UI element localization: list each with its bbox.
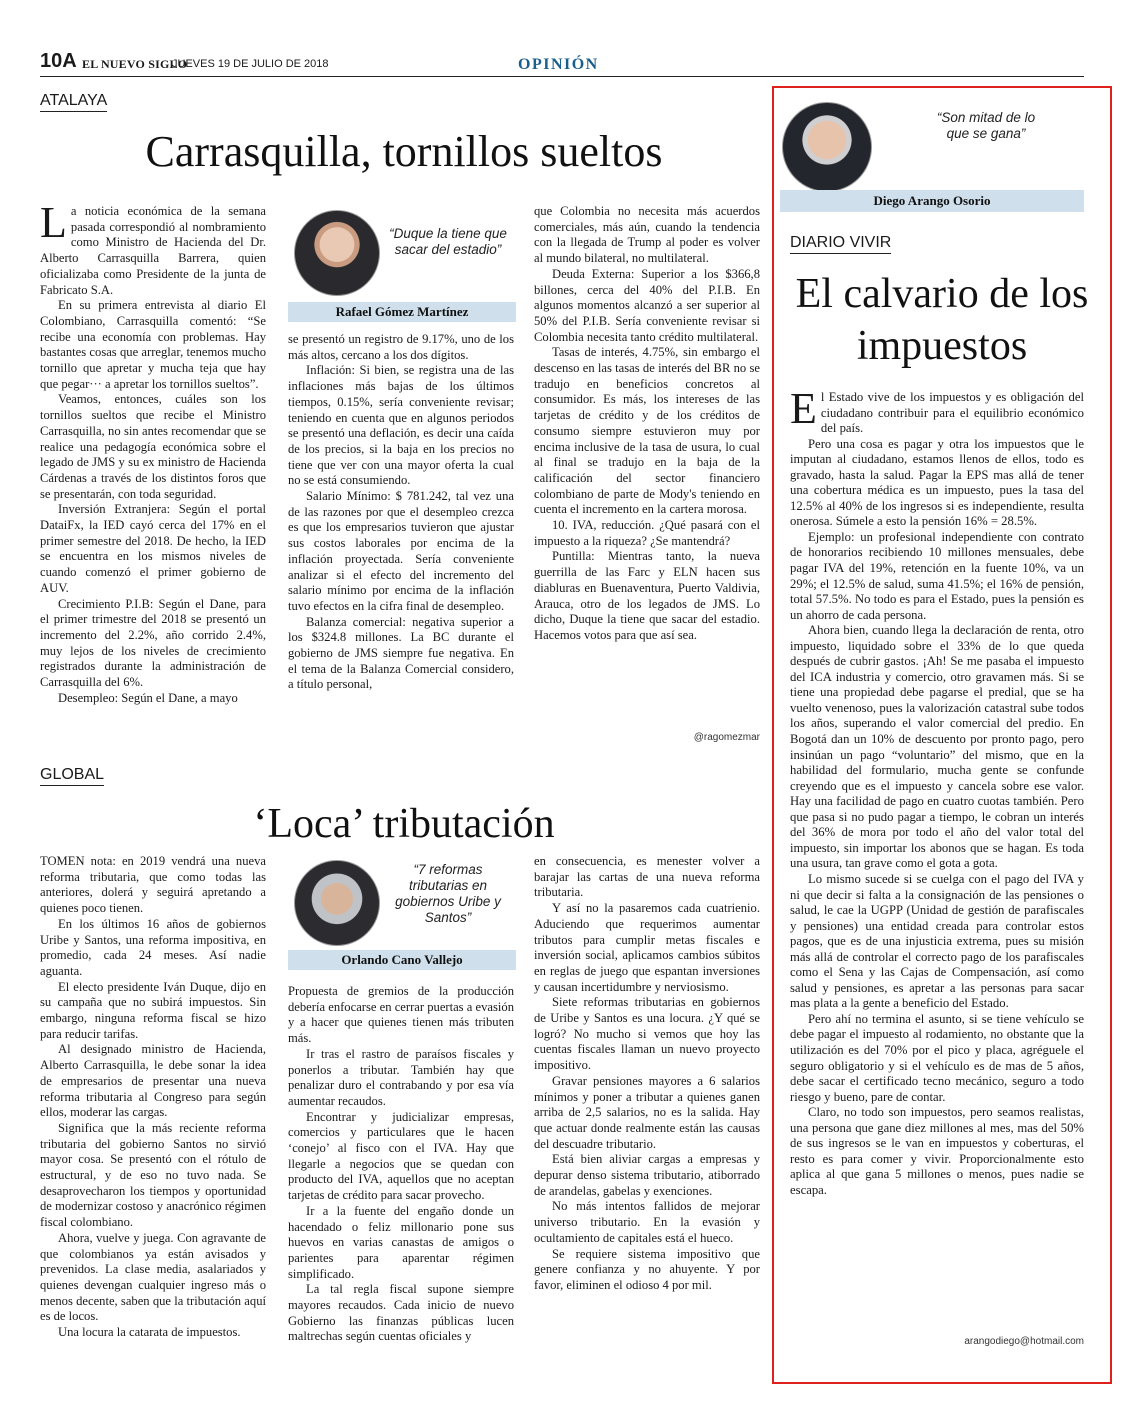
issue-date: JUEVES 19 DE JULIO DE 2018: [172, 58, 329, 70]
article2-column-2: [288, 984, 514, 1348]
article3-kicker: DIARIO VIVIR: [790, 234, 891, 254]
paragraph: Inflación: Si bien, se registra una de las inflaciones más bajas de los últimos tiempos, 0.15%, sería conveniente revisar; teniendo en cuenta que en algunos periodos se presentó una deflación, es decir una caída de los precios, si la baja en los precios no tiene que ver con una mayor oferta la cual no se está consumiendo.: [288, 363, 514, 488]
paragraph: Al designado ministro de Hacienda, Alberto Carrasquilla, le debe sonar la idea de empresarios de presentar una nueva reforma tributaria al Congreso para según ellos, moderar las cargas.: [40, 1042, 266, 1120]
paragraph: Ir a la fuente del engaño donde un hacendado o feliz millonario pone sus huevos en varias canastas de amigos o parientes para aparentar régimen simplificado.: [288, 1203, 514, 1281]
page-number: 10A: [40, 50, 77, 72]
author-photo: [294, 210, 380, 296]
paragraph: Significa que la más reciente reforma tributaria del gobierno Santos no sirvió mayor cosa. Se presentó con el rótulo de estructural, y de eso no tuvo nada. Se desaprovecharon los tiempos y oportunidad de modernizar costoso y anacrónico régimen fiscal colombiano.: [40, 1120, 266, 1230]
paragraph: Pero ahí no termina el asunto, si se tiene vehículo se debe pagar el impuesto al rodamiento, no obstante que la utilización es del 70% por el pico y placa, agréguele el seguro obligatorio y si el vehículo es de mas de 5 años, debe sacar el certificado tecno mecánico, seguro a todo riesgo y bueno, pare de contar.: [790, 1011, 1084, 1104]
article2-kicker: GLOBAL: [40, 766, 104, 786]
author-quote: “Duque la tiene que sacar del estadio”: [389, 226, 507, 257]
author-email: arangodiego@hotmail.com: [964, 1336, 1084, 1347]
paragraph: En los últimos 16 años de gobiernos Uribe y Santos, una reforma impositiva, en promedio, cada 24 meses. Así nadie aguanta.: [40, 916, 266, 978]
paragraph: Deuda Externa: Superior a los $366,8 billones, cerca del 40% del P.I.B. En algunos momentos alcanzó a ser superior al 50% del P.I.B. Sería conveniente revisar si Colombia necesita tanto crédito multilateral.: [534, 266, 760, 344]
article1-kicker: ATALAYA: [40, 92, 107, 112]
paragraph: Y así no la pasaremos cada cuatrienio. Aduciendo que requerimos aumentar tributos para cumplir metas fiscales e inversión social, aplicamos cambios súbitos en reglas de juego que espantan inversiones y causan incertidumbre y nerviosismo.: [534, 901, 760, 994]
author-name: Orlando Cano Vallejo: [288, 950, 516, 970]
article3-body: [790, 390, 1084, 1330]
paragraph: No más intentos fallidos de mejorar universo tributario. En la evasión y ocultamiento de capitales está el hueco.: [534, 1199, 760, 1245]
author-quote: “7 reformas tributarias en gobiernos Uribe y Santos”: [395, 862, 501, 925]
paragraph: Ahora, vuelve y juega. Con agravante de que colombianos ya están avisados y prevenidos. La clase media, asalariados y quienes devengan cualquier ingreso más o menos decente, saben que la tributación aquí es de locos.: [40, 1230, 266, 1324]
article1-column-2: [288, 332, 514, 750]
paragraph: TOMEN nota: en 2019 vendrá una nueva reforma tributaria, que como todas las anteriores, dolerá y seguirá apretando a quienes poco tienen.: [40, 854, 266, 916]
paragraph: Veamos, entonces, cuáles son los tornillos sueltos que recibe el Ministro Carrasquilla, no sin antes recomendar que se realice una pedagogía económica sobre el legado de JMS y su ex ministro de Hacienda Cárdenas a través de los distintos foros que se presentarán, con toda seguridad.: [40, 392, 266, 501]
section-title: OPINIÓN: [518, 56, 599, 73]
paragraph: Ir tras el rastro de paraísos fiscales y ponerlos a tributar. También hay que penalizar duro el contrabando y por esa vía aumentar recaudos.: [288, 1046, 514, 1108]
article1-title: Carrasquilla, tornillos sueltos: [145, 127, 663, 176]
article2-column-1: [40, 854, 266, 1348]
paragraph: Ejemplo: un profesional independiente con contrato de honorarios recibiendo 10 millones mensuales, debe pagar IVA del 19%, retención en la fuente 10%, va un 29%; el 12.5% de salud, suma 41.5%; el 16% de pensión, total 57.5%. No todo es para el Estado, pues la pensión es un ahorro de cada persona.: [790, 529, 1084, 622]
author-handle: @ragomezmar: [693, 732, 760, 743]
paragraph: Gravar pensiones mayores a 6 salarios mínimos y poner a tributar a quienes ganen arriba de 2,5 salarios, no es la salida. Hay que actuar donde realmente están las causas del descuadre tributario.: [534, 1073, 760, 1151]
article2-title: ‘Loca’ tributación: [253, 801, 555, 847]
paragraph: Pero una cosa es pagar y otra los impuestos que le imputan al ciudadano, estamos llenos de ellos, todo es gravado, hasta la salud. Pagar la EPS mas allá de tener una cobertura médica es un impuesto, pues la tasa del 12.5% al 40% de los ingresos si es independiente, resulta onerosa. Súmele a esto la pensión 16% = 28.5%.: [790, 436, 1084, 529]
paragraph: Se requiere sistema impositivo que genere confianza y no ahuyente. Y por favor, eliminen el odioso 4 por mil.: [534, 1246, 760, 1292]
paragraph: Balanza comercial: negativa superior a los $324.8 millones. La BC durante el gobierno de JMS siempre fue negativa. En el tema de la Balanza Comercial considero, a título personal,: [288, 614, 514, 692]
drop-cap: L: [40, 204, 67, 247]
article3-author-box: [780, 96, 1084, 214]
paragraph: Lo mismo sucede si se cuelga con el pago del IVA y ni que decir si falta a la consignación de las pensiones o salud, le cae la UGPP (Unidad de gestión de parafiscales y pensiones) una entidad creada para controlar estos pagos, que es de una injusticia extrema, pues su misión más allá de controlar el correcto pago de los parafiscales como el Sena y las Cajas de Compensación, así como salud y pensiones, es apretar a las personas para sacar mas plata a la gente a beneficio del Estado.: [790, 871, 1084, 1011]
paragraph: Inversión Extranjera: Según el portal DataiFx, la IED cayó cerca del 17% en el primer semestre del 2018. De hecho, la IED se encuentra en los mismos niveles de cuando comenzó el primer gobierno de AUV.: [40, 502, 266, 595]
paragraph: se presentó un registro de 9.17%, uno de los más altos, cercano a los dos dígitos.: [288, 332, 514, 362]
paragraph: Claro, no todo son impuestos, pero seamos realistas, una persona que gane diez millones al mes, mas del 50% de sus ingresos se le van en impuestos y coberturas, el resto es para comer y vivir. Proporcionalmente esto aplica al que gana 5 millones o menos, pues nadie se escapa.: [790, 1105, 1084, 1197]
paragraph: Salario Mínimo: $ 781.242, tal vez una de las razones por que el desempleo crezca es que los empresarios tuvieron que ajustar sus costos laborales por encima de la inflación proyectada. Sería conveniente analizar si el efecto del incremento del salario mínimo por encima de la inflación tuvo efectos en la cifra final de desempleo.: [288, 489, 514, 613]
author-photo: [782, 102, 872, 192]
paragraph: Tasas de interés, 4.75%, sin embargo el descenso en las tasas de interés del BR no se tradujo en beneficios concretos al consumidor. Es más, los intereses de las tarjetas de crédito y de los créditos de consumo siempre estuvieron muy por encima inclusive de la tasa de usura, lo cual al final se tradujo en la baja de la calificación del sector financiero colombiano de parte de Mody's teniendo en cuenta el incremento en la cartera morosa.: [534, 345, 760, 517]
paragraph: Encontrar y judicializar empresas, comercios y particulares que le hacen ‘conejo’ al fisco con el IVA. Hay que llegarle a negocios que se quedan con producto del IVA, aquellos que no aceptan tarjetas de crédito para sacar provecho.: [288, 1109, 514, 1203]
paragraph: Desempleo: Según el Dane, a mayo: [58, 690, 238, 705]
author-name: Diego Arango Osorio: [780, 190, 1084, 212]
paragraph: La tal regla fiscal supone siempre mayores recaudos. Cada inicio de nuevo Gobierno las finanzas públicas lucen maltrechas según cuentas oficiales y: [288, 1282, 514, 1344]
author-photo: [294, 860, 380, 946]
paragraph: que Colombia no necesita más acuerdos comerciales, más aún, cuando la tendencia con la llegada de Trump al poder es volver al mundo bilateral, no multilateral.: [534, 204, 760, 266]
drop-cap: E: [790, 390, 817, 433]
paragraph: Una locura la catarata de impuestos.: [58, 1325, 241, 1340]
paragraph: Crecimiento P.I.B: Según el Dane, para el primer trimestre del 2018 se presentó un incremento del 2.2%, año corrido 2.4%, muy lejos de los niveles de crecimiento registrados durante la administración de Carrasquilla del 6%.: [40, 596, 266, 690]
paragraph: en consecuencia, es menester volver a barajar las cartas de una nueva reforma tributaria.: [534, 854, 760, 900]
article1-author-box: [288, 204, 516, 324]
paragraph: En su primera entrevista al diario El Colombiano, Carrasquilla comentó: “Se recibe una economía con problemas. Hay bastantes cosas que arreglar, tenemos mucho tornillo que apretar y mucha teja que hay que pegar··· a apretar los tornillos sueltos”.: [40, 298, 266, 391]
header-rule: [40, 76, 1084, 77]
paragraph: Propuesta de gremios de la producción debería enfocarse en cerrar puertas a evasión y a hacer que quienes tienen más tributen más.: [288, 984, 514, 1046]
paragraph: El electo presidente Iván Duque, dijo en su campaña que no subirá impuestos. Sin embargo, ninguna reforma fiscal se hizo para reducir tarifas.: [40, 979, 266, 1041]
article1-column-3: [534, 204, 760, 730]
paragraph: l Estado vive de los impuestos y es obligación del ciudadano contribuir para el equilibrio económico del país.: [820, 390, 1084, 436]
author-quote: “Son mitad de lo que se gana”: [936, 110, 1036, 141]
article2-column-3: [534, 854, 760, 1348]
article2-author-box: [288, 854, 516, 974]
paragraph: a noticia económica de la semana pasada correspondió al nombramiento como Ministro de Hacienda del Dr. Alberto Carrasquilla Barrera, quien oficializaba como Presidente de la junta de Fabricato S.A.: [40, 204, 266, 297]
paragraph: Está bien aliviar cargas a empresas y depurar denso sistema tributario, atiborrado de arandelas, gabelas y exenciones.: [534, 1152, 760, 1198]
newspaper-name: EL NUEVO SIGLO: [82, 57, 188, 71]
paragraph: Ahora bien, cuando llega la declaración de renta, otro impuesto, liquidado sobre el 33% de lo que queda después de cubrir gastos. ¡Ah! Se me pasaba el impuesto del ICA industria y comercio, otro gravamen más. Si se tiene una propiedad debe pagarse el predial, que se ha vuelto venenoso, pues la valorización catastral sube todos los años, superando el valor comercial del predio. En Bogotá dan un 10% de descuento por pronto pago, pero insinúan un pago “voluntario” del mismo, que en la habilidad del formulario, mucha gente se confunde creyendo que es el impuesto y cancela sobre ese valor. Hay una facilidad de pago en cuatro cuotas también. Pero que pasa si no pudo pagar a tiempo, le cobran un interés del 36% de mora por todo el año del valor total del impuesto, sin importar los abonos que se hagan. Es toda una usura, tan grave como el gota a gota.: [790, 623, 1084, 871]
author-name: Rafael Gómez Martínez: [288, 302, 516, 322]
paragraph: 10. IVA, reducción. ¿Qué pasará con el impuesto a la riqueza? ¿Se mantendrá?: [534, 518, 760, 548]
article1-column-1: [40, 204, 266, 750]
paragraph: Puntilla: Mientras tanto, la nueva guerrilla de las Farc y ELN hacen sus diabluras en Buenaventura, Puerto Valdivia, Arauca, otro de los legados de JMS. Lo dicho, Duque la tiene que sacar del estadio. Hacemos votos para que así sea.: [534, 549, 760, 642]
paragraph: Siete reformas tributarias en gobiernos de Uribe y Santos es una locura. ¿Y qué se logró? No mucho si vemos que hoy las cuentas fiscales llaman un nuevo proyecto impositivo.: [534, 995, 760, 1073]
article3-title: El calvario de los impuestos: [795, 271, 1089, 369]
